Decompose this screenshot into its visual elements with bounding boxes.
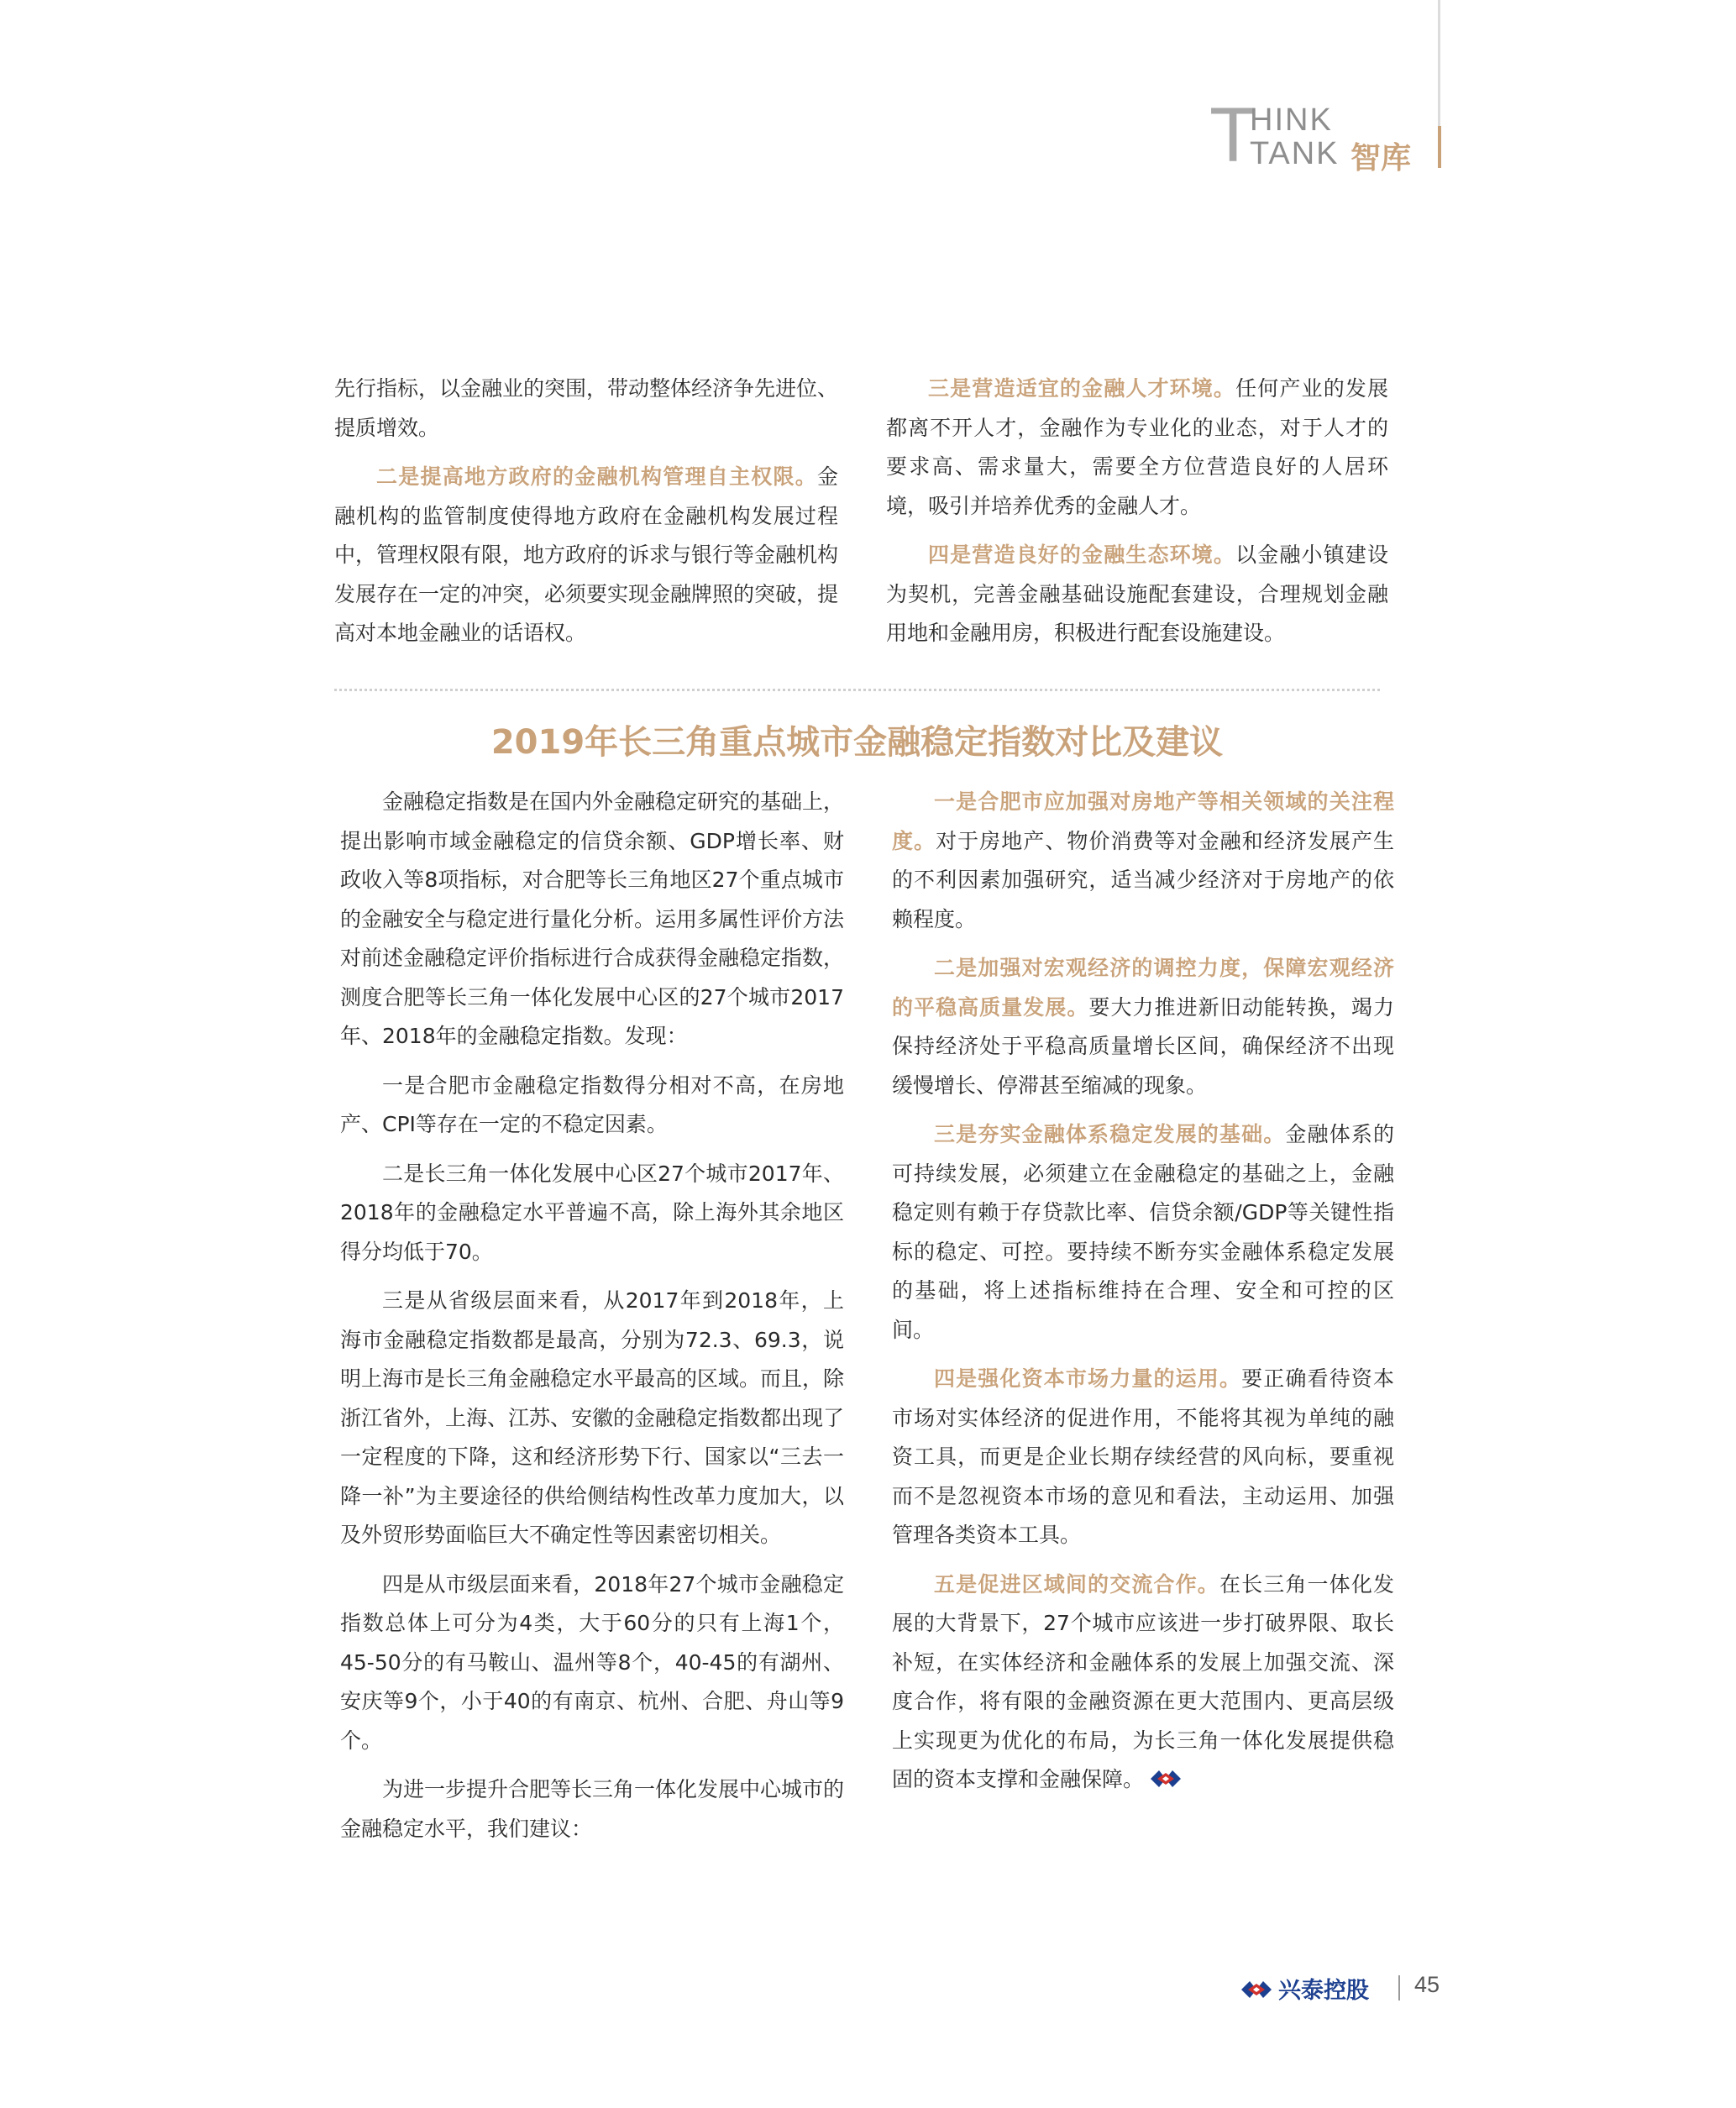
paragraph-body: 要大力推进新旧动能转换，竭力保持经济处于平稳高质量增长区间，确保经济不出现缓慢增长、停滞甚至缩减的现象。 — [892, 994, 1394, 1098]
paragraph — [886, 370, 1388, 526]
column-top-left — [334, 370, 838, 663]
paragraph-heading: 一是合肥市应加强对房地产等相关领域的关注程度。 — [892, 789, 1394, 853]
column-bottom-right — [892, 783, 1394, 1810]
paragraph-heading: 二是提高地方政府的金融机构管理自主权限。 — [376, 464, 817, 489]
paragraph — [892, 1115, 1394, 1350]
paragraph-heading: 五是促进区域间的交流合作。 — [934, 1571, 1219, 1597]
paragraph-heading: 四是强化资本市场力量的运用。 — [934, 1366, 1242, 1391]
paragraph-body: 对于房地产、物价消费等对金融和经济发展产生的不利因素加强研究，适当减少经济对于房地产的依赖程度。 — [892, 828, 1394, 931]
paragraph — [892, 1360, 1394, 1555]
page-number: 45 — [1414, 1972, 1440, 1997]
brand-logo-icon — [1238, 1977, 1275, 2002]
paragraph: 三是从省级层面来看，从2017年到2018年，上海市金融稳定指数都是最高，分别为72.3、69.3，说明上海市是长三角金融稳定水平最高的区域。而且，除浙江省外，上海、江苏、安徽的金融稳定指数都出现了一定程度的下降，这和经济形势下行、国家以“三去一降一补”为主要途径的供给侧结构性改革力度加大，以及外贸形势面临巨大不确定性等因素密切相关。 — [340, 1288, 845, 1547]
header-rule-accent — [1438, 126, 1441, 168]
masthead-chinese: 智库 — [1351, 141, 1412, 176]
paragraph-body: 在长三角一体化发展的大背景下，27个城市应该进一步打破界限、取长补短，在实体经济和金融体系的发展上加强交流、深度合作，将有限的金融资源在更大范围内、更高层级上实现更为优化的布局，为长三角一体化发展提供稳固的资本支撑和金融保障。 — [892, 1571, 1394, 1791]
paragraph — [886, 536, 1388, 653]
think-tank-masthead — [1209, 92, 1428, 178]
masthead-hink: HINK — [1250, 102, 1333, 138]
paragraph — [892, 783, 1394, 939]
paragraph: 为进一步提升合肥等长三角一体化发展中心城市的金融稳定水平，我们建议： — [340, 1777, 845, 1841]
paragraph-heading: 四是营造良好的金融生态环境。 — [928, 543, 1236, 567]
paragraph-body: 金融机构的监管制度使得地方政府在金融机构发展过程中，管理权限有限，地方政府的诉求与银行等金融机构发展存在一定的冲突，必须要实现金融牌照的突破，提高对本地金融业的话语权。 — [334, 464, 839, 645]
dotted-divider — [334, 689, 1380, 691]
footer-brand-name: 兴泰控股 — [1278, 1978, 1369, 2004]
article-end-logo-icon — [1147, 1766, 1184, 1791]
paragraph-body: 金融体系的可持续发展，必须建立在金融稳定的基础之上，金融稳定则有赖于存贷款比率、信贷余额/GDP等关键性指标的稳定、可控。要持续不断夯实金融体系稳定发展的基础，将上述指标维持在合理、安全和可控的区间。 — [892, 1122, 1394, 1342]
paragraph: 二是长三角一体化发展中心区27个城市2017年、2018年的金融稳定水平普遍不高，除上海外其余地区得分均低于70。 — [340, 1161, 844, 1264]
section-title: 2019年长三角重点城市金融稳定指数对比及建议 — [490, 723, 1224, 762]
paragraph-body: 任何产业的发展都离不开人才，金融作为专业化的业态，对于人才的要求高、需求量大，需要全方位营造良好的人居环境，吸引并培养优秀的金融人才。 — [886, 376, 1388, 518]
paragraph — [892, 949, 1394, 1105]
footer-separator — [1398, 1975, 1400, 2001]
paragraph — [334, 458, 838, 653]
paragraph-heading: 三是夯实金融体系稳定发展的基础。 — [934, 1122, 1286, 1146]
paragraph — [892, 1565, 1394, 1800]
paragraph: 先行指标，以金融业的突围，带动整体经济争先进位、提质增效。 — [334, 376, 839, 440]
paragraph-heading: 三是营造适宜的金融人才环境。 — [928, 376, 1236, 401]
masthead-tank: TANK — [1250, 136, 1340, 171]
paragraph: 四是从市级层面来看，2018年27个城市金融稳定指数总体上可分为4类，大于60分的只有上海1个，45-50分的有马鞍山、温州等8个，40-45的有湖州、安庆等9个，小于40的有南京、杭州、合肥、舟山等9个。 — [340, 1571, 844, 1753]
paragraph-body: 以金融小镇建设为契机，完善金融基础设施配套建设，合理规划金融用地和金融用房，积极进行配套设施建设。 — [886, 543, 1388, 645]
column-top-right — [886, 370, 1388, 663]
column-bottom-left — [340, 783, 844, 1859]
paragraph: 金融稳定指数是在国内外金融稳定研究的基础上，提出影响市域金融稳定的信贷余额、GDP增长率、财政收入等8项指标，对合肥等长三角地区27个重点城市的金融安全与稳定进行量化分析。运用多属性评价方法对前述金融稳定评价指标进行合成获得金融稳定指数，测度合肥等长三角一体化发展中心区的27个城市2017年、2018年的金融稳定指数。发现： — [340, 789, 845, 1048]
masthead-big-t: T — [1209, 92, 1257, 178]
paragraph-body: 要正确看待资本市场对实体经济的促进作用，不能将其视为单纯的融资工具，而更是企业长期存续经营的风向标，要重视而不是忽视资本市场的意见和看法，主动运用、加强管理各类资本工具。 — [892, 1366, 1394, 1547]
paragraph-heading: 二是加强对宏观经济的调控力度，保障宏观经济的平稳高质量发展。 — [892, 956, 1394, 1020]
paragraph: 一是合肥市金融稳定指数得分相对不高，在房地产、CPI等存在一定的不稳定因素。 — [340, 1072, 844, 1136]
